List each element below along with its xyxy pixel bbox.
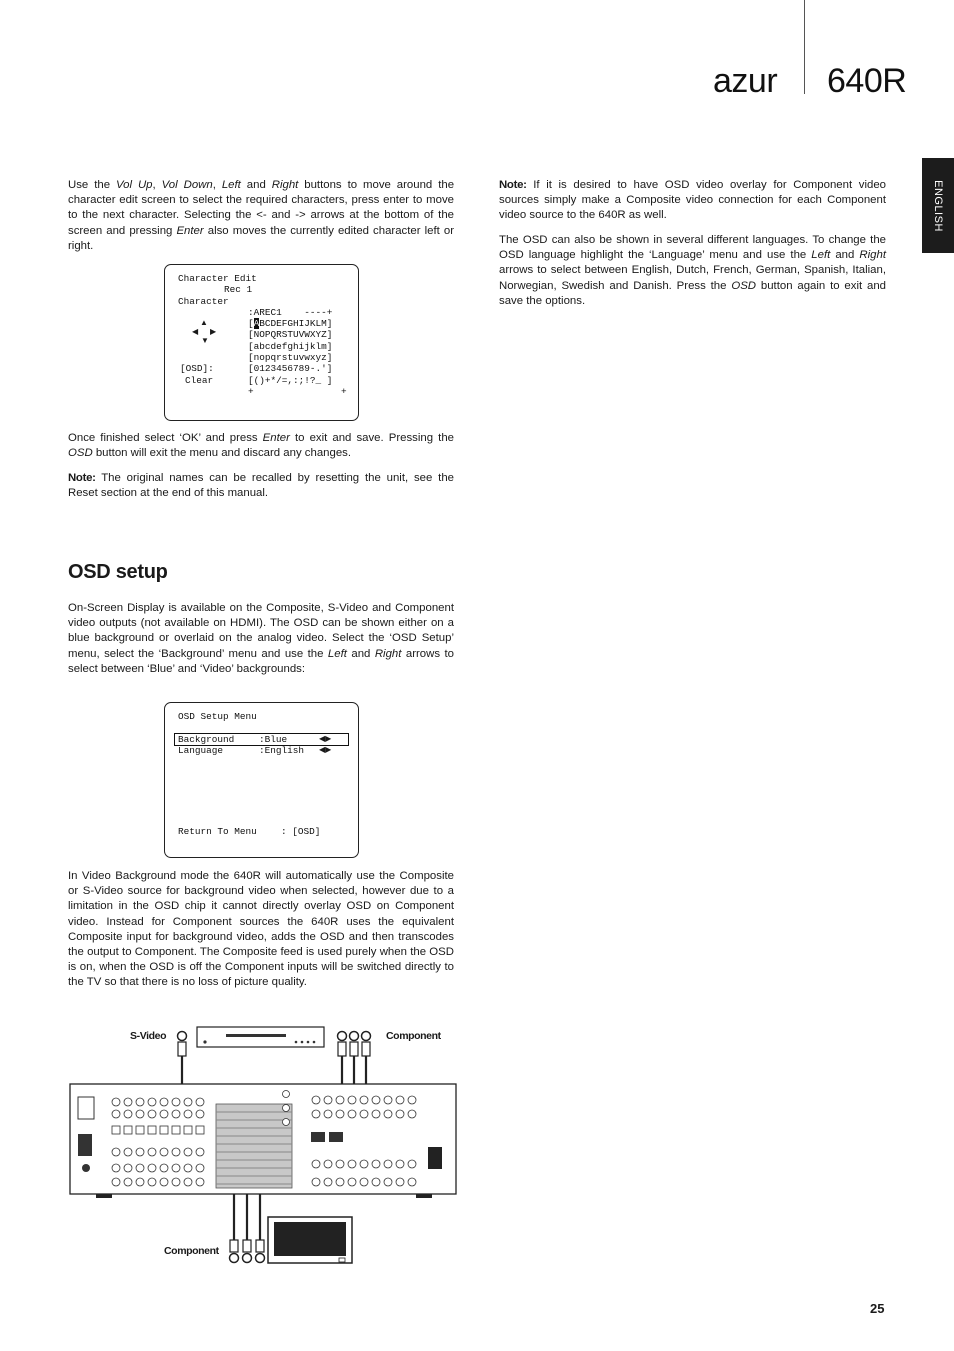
italic-term: Vol Up [115,179,153,191]
left-arrow-icon: ◀ [192,327,199,336]
component-label-top: Component [386,1030,441,1042]
menu-title: OSD Setup Menu [178,711,257,722]
brand-name: azur [713,62,778,100]
clear-label: Clear [185,375,214,386]
char-row-2: [NOPQRSTUVWXYZ] [248,329,333,340]
menu-row-language-label: Language [178,745,224,756]
television-screen [274,1222,346,1256]
char-row-1-open: [ [248,318,254,329]
player-control-button [301,1041,304,1044]
name-row: :AREC1 ----+ [248,307,333,318]
component-plugs-bottom [230,1240,265,1263]
italic-term: OSD [731,279,757,292]
power-inlet [428,1147,442,1169]
hdmi-port [329,1132,343,1142]
character-edit-screen [164,264,359,421]
char-row-1 [248,318,332,329]
note-text: The original names can be recalled by resetting the unit, see the Reset section at the end of this manual. [68,472,454,500]
receiver-foot [416,1194,432,1198]
menu-footer-value: : [OSD] [281,826,321,837]
model-name: 640R [827,62,907,100]
char-row-4: [nopqrstuvwxyz] [248,352,333,363]
component-cables-out [234,1194,260,1240]
finish-paragraph: Once finished select ‘OK’ and press Enter to exit and save. Pressing the OSD button will exit the menu and discard any changes. [68,432,454,460]
language-tab [922,158,954,253]
note-paragraph-2 [499,178,886,224]
language-paragraph: The OSD can also be shown in several different languages. To change the OSD language highlight the ‘Language’ menu and use the Left and Right arrows to select between English, Dutch, French, German, Spanish, Italian, Norwegian, Swedish and Danish. Press the OSD button again to exit and save the options. [499,234,887,307]
component-label-bottom: Component [164,1245,219,1257]
screen-subtitle: Rec 1 [224,284,253,295]
note-label: Note: [499,179,527,191]
char-row-5: [0123456789-.'] [248,363,333,374]
italic-term: OSD [68,447,93,460]
italic-term: Right [374,647,402,660]
char-row-1-rest: BCDEFGHIJKLM] [259,318,333,329]
note-paragraph-1 [68,471,454,501]
component-input-jacks [283,1091,290,1126]
antenna-jack [82,1164,90,1172]
receiver-foot [96,1194,112,1198]
connection-diagram-art [66,1022,466,1272]
italic-term: Enter [262,432,290,444]
player-control-button [313,1041,316,1044]
section-heading: OSD setup [68,561,168,583]
italic-term: Vol Down [161,179,213,191]
italic-term: Right [859,249,886,262]
hdmi-port [311,1132,325,1142]
note-label: Note: [68,472,96,484]
menu-row-background-value: :Blue [259,734,288,745]
svideo-plug-top [178,1032,187,1041]
player-control-button [307,1041,310,1044]
svideo-plug-body [178,1042,186,1056]
player-disc-tray [226,1034,286,1037]
screen-label-character: Character [178,296,229,307]
intro-paragraph: Use the Vol Up, Vol Down, Left and Right buttons to move around the character edit screen to select the required characters, press enter to move to the next character. Selecting the <- and -> arrows at the bottom of the screen and pressing Enter also moves the currently edited character left or right. [68,179,455,252]
player-control-button [295,1041,298,1044]
italic-term: Left [811,249,831,262]
char-row-6: [()+*/=,:;!?_ ] [248,375,333,386]
menu-row-background-label: Background [178,734,235,745]
menu-footer-label: Return To Menu [178,826,257,837]
svideo-label: S-Video [130,1030,167,1042]
italic-term: Left [327,647,347,660]
header-divider [804,0,805,94]
cooling-vent-grille [216,1104,292,1188]
connection-diagram [66,1022,466,1272]
note-text: If it is desired to have OSD video overlay for Component video sources simply make a Composite video connection for each Component video source to the 640R as well. [499,179,886,222]
video-background-paragraph: In Video Background mode the 640R will automatically use the Composite or S-Video source for background video when selected, however due to a limitation in the OSD chip it cannot directly overlay OSD on Component video. Instead for Component sources the 640R uses the equivalent Composite input for background video, adds the OSD and then transcodes the output to Component. The Composite feed is used purely when the OSD is on, when the OSD is off the Component inputs will be switched directly to the TV so that there is no loss of picture quality. [68,870,454,989]
page-number: 25 [870,1301,885,1316]
language-tab-label: ENGLISH [932,179,944,232]
player-power-button [203,1040,206,1043]
left-right-arrows-icon: ◀▶ [319,745,332,754]
osd-paragraph: On-Screen Display is available on the Composite, S-Video and Component video outputs (not available on HDMI). The OSD can be shown either on a blue background or overlaid on the analog video. Select the ‘OSD Setup’ menu, select the ‘Background’ menu and use the Left and Right arrows to select between ‘Blue’ and ‘Video’ backgrounds: [68,602,454,675]
italic-term: Right [271,179,299,191]
up-arrow-icon: ▲ [200,318,208,327]
rs232-port [78,1097,94,1119]
ethernet-ports [78,1134,92,1156]
right-arrow-icon: ▶ [210,327,217,336]
osd-key-label: [OSD]: [180,363,214,374]
char-row-7-right: + [341,386,347,397]
char-row-7-left: + [248,386,254,397]
screen-title: Character Edit [178,273,257,284]
menu-row-language-value: :English [259,745,305,756]
italic-term: Left [221,179,241,191]
italic-term: Enter [176,224,204,237]
left-right-arrows-icon: ◀▶ [319,734,332,743]
osd-setup-menu-screen [164,702,359,858]
component-plugs-top [338,1032,371,1057]
down-arrow-icon: ▼ [201,336,209,345]
char-row-3: [abcdefghijklm] [248,341,333,352]
highlighted-character: A [253,318,260,329]
television-indicator [339,1258,345,1262]
